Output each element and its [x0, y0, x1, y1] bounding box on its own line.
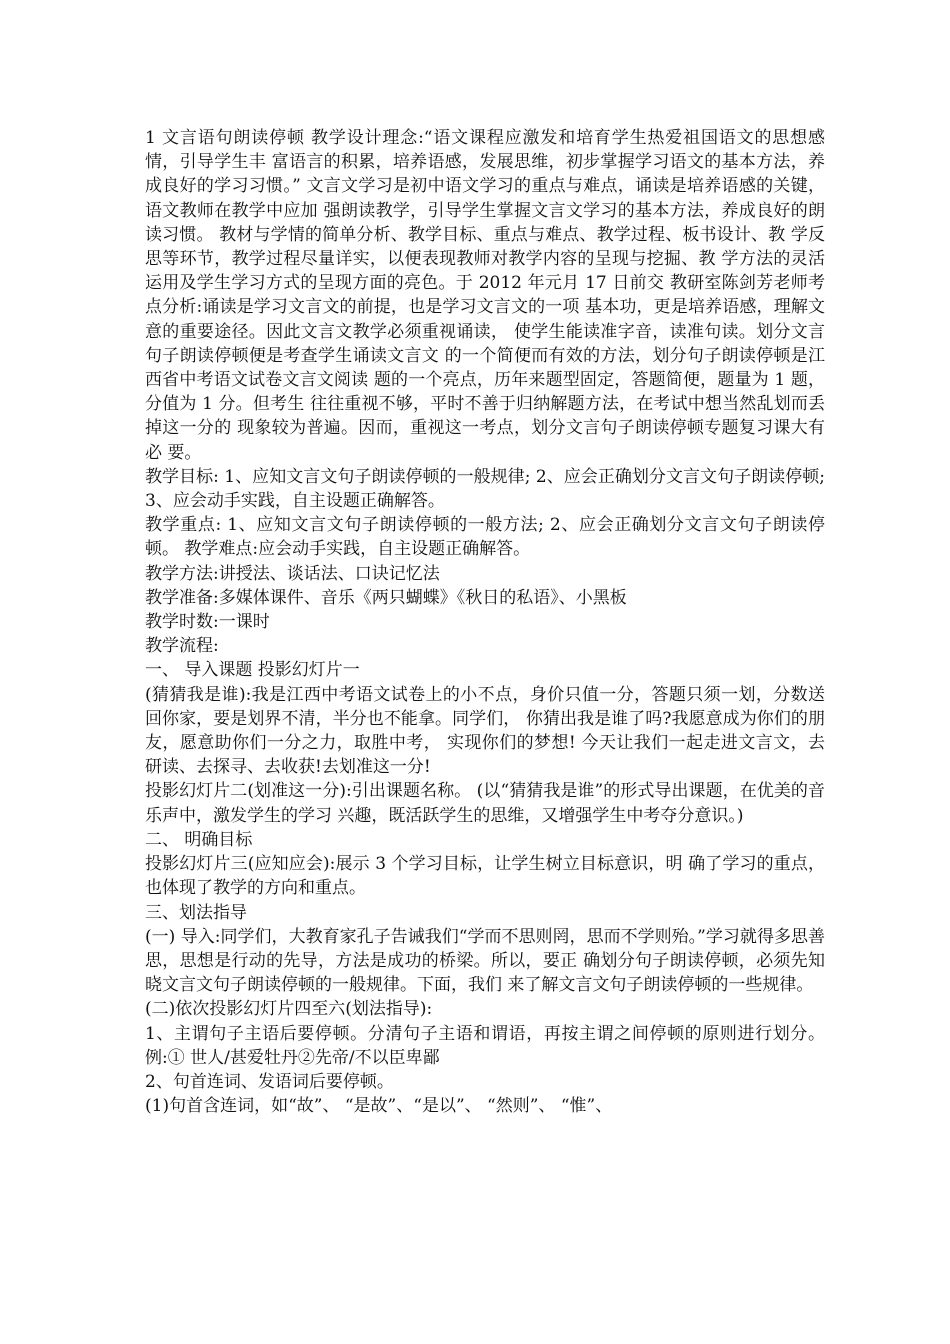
guidance-intro: (一) 导入:同学们，大教育家孔子告诫我们“学而不思则罔，思而不学则殆。”学习就得多思善思，思想是行动的先导，方法是成功的桥梁。所以，要正 确划分句子朗读停顿，必须先知晓文言文句子朗读停顿的一般规律。下面，我们 来了解文言文句子朗读停顿的一些规律。	[145, 926, 825, 996]
rule-two: 2、句首连词、发语词后要停顿。	[145, 1071, 394, 1092]
teaching-methods: 教学方法:讲授法、谈话法、口诀记忆法	[145, 563, 440, 584]
teaching-hours: 教学时数:一课时	[145, 612, 270, 633]
teaching-key-points: 教学重点: 1、应知文言文句子朗读停顿的一般方法; 2、应会正确划分文言文句子朗读停顿。 教学难点:应会动手实践，自主设题正确解答。	[145, 515, 825, 560]
slide-three-text: 投影幻灯片三(应知应会):展示 3 个学习目标，让学生树立目标意识，明 确了学习的重点，也体现了教学的方向和重点。	[145, 854, 825, 899]
section-three-heading: 三、划法指导	[145, 902, 247, 923]
slides-four-to-six: (二)依次投影幻灯片四至六(划法指导):	[145, 999, 433, 1020]
rule-one: 1、主谓句子主语后要停顿。分清句子主语和谓语，再按主谓之间停顿的原则进行划分。 例:① 世人/甚爱牡丹②先帝/不以臣卑鄙	[145, 1023, 825, 1068]
rule-two-sub-one: (1)句首含连词，如“故”、 “是故”、“是以”、 “然则”、 “惟”、	[145, 1096, 613, 1117]
teaching-goals: 教学目标: 1、应知文言文句子朗读停顿的一般规律; 2、应会正确划分文言文句子朗读停顿; 3、应会动手实践，自主设题正确解答。	[145, 466, 825, 512]
teaching-flow-heading: 教学流程:	[145, 636, 219, 657]
document-body	[145, 126, 825, 1118]
section-one-heading: 一、 导入课题 投影幻灯片一	[145, 660, 360, 681]
teaching-preparation: 教学准备:多媒体课件、音乐《两只蝴蝶》《秋日的私语》、小黑板	[145, 587, 627, 608]
intro-paragraph: 1 文言语句朗读停顿 教学设计理念:“语文课程应激发和培育学生热爱祖国语文的思想感情，引导学生丰 富语言的积累，培养语感，发展思维，初步掌握学习语文的基本方法，养成良好的学习习惯。” 文言文学习是初中语文学习的重点与难点，诵读是培养语感的关键，语文教师在教学中应加 强朗读教学，引导学生掌握文言文学习的基本方法，养成良好的朗读习惯。 教材与学情的简单分析、教学目标、重点与难点、教学过程、板书设计、教 学反思等环节，教学过程尽量详实，以便表现教师对教学内容的呈现与挖掘、教 学方法的灵活运用及学生学习方式的呈现方面的亮色。于 2012 年元月 17 日前交 教研室陈剑芳老师考点分析:诵读是学习文言文的前提，也是学习文言文的一项 基本功，更是培养语感，理解文意的重要途径。因此文言文教学必须重视诵读， 使学生能读准字音，读准句读。划分文言句子朗读停顿便是考查学生诵读文言文 的一个简便而有效的方法，划分句子朗读停顿是江西省中考语文试卷文言文阅读 题的一个亮点，历年来题型固定，答题简便，题量为 1 题，分值为 1 分。但考生 往往重视不够，平时不善于归纳解题方法，在考试中想当然乱划而丢掉这一分的 现象较为普遍。因而，重视这一考点，划分文言句子朗读停顿专题复习课大有必 要。	[145, 128, 825, 463]
slide-one-text: (猜猜我是谁):我是江西中考语文试卷上的小不点，身价只值一分，答题只须一划，分数送回你家，要是划界不清，半分也不能拿。同学们， 你猜出我是谁了吗?我愿意成为你们的朋友，愿意助你们一分之力，取胜中考， 实现你们的梦想! 今天让我们一起走进文言文，去研读、去探寻、去收获!去划准这一分!	[145, 684, 825, 778]
section-two-heading: 二、 明确目标	[145, 829, 253, 850]
slide-two-text: 投影幻灯片二(划准这一分):引出课题名称。 (以“猜猜我是谁”的形式导出课题，在优美的音乐声中，激发学生的学习 兴趣，既活跃学生的思维，又增强学生中考夺分意识。)	[145, 781, 825, 826]
